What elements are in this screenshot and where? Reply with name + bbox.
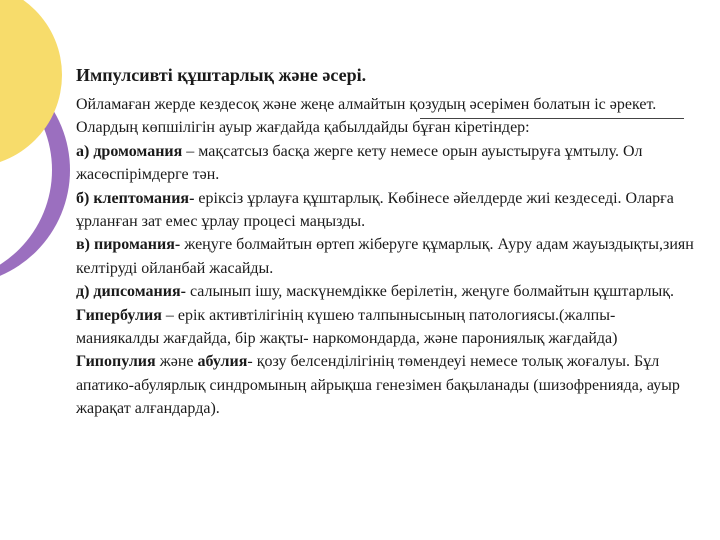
term-label: абулия <box>197 353 248 371</box>
paragraph-text: жеңуге болмайтын өртеп жіберуге құмарлық. Ауру адам жауыздықты,зиян келтіруді ойланбай жасайды. <box>76 236 694 277</box>
paragraph-intro <box>76 93 696 140</box>
paragraph-kleptomania <box>76 187 696 234</box>
paragraph-hyperbulia <box>76 304 696 351</box>
term-label: д) дипсомания- <box>76 283 186 301</box>
term-label: б) клептомания- <box>76 189 195 207</box>
paragraph-text: – мақсатсыз басқа жерге кету немесе орын ауыстыруға ұмтылу. Ол жасөспірімдерге тән. <box>76 142 643 184</box>
paragraph-text: Ойламаған жерде кездесоқ және жеңе алмайтын қозудың әсерімен болатын іс әрекет. Олардың көпшілігін ауыр жағдайда қабылдайды бұған кіретіндер: <box>76 96 657 137</box>
paragraph-text: - қозу белсенділігінің төмендеуі немесе толық жоғалуы. Бұл апатико-абулярлық синдромының айрықша генезімен бақыланады (шизофренияда, ауыр жарақат алғандарда). <box>76 353 680 418</box>
paragraph-text: – ерік активтілігінің күшею талпынысының патологиясы.(жалпы- маниякалды жағдайда, бір жақты- наркомондарда, және парониялық жағдайда) <box>76 306 618 348</box>
term-label: а) дромомания <box>76 142 183 160</box>
term-label: Гипопулия <box>76 353 156 371</box>
paragraph-text: салынып ішу, маскүнемдікке берілетін, жеңуге болмайтын құштарлық. <box>185 283 674 301</box>
slide-title: Импулсивті құштарлық және әсері. <box>76 65 367 85</box>
term-label: Гипербулия <box>76 306 162 324</box>
term-label: в) пиромания- <box>76 236 181 254</box>
paragraph-hypobulia <box>76 350 696 420</box>
paragraph-dipsomania <box>76 280 696 303</box>
slide-content <box>76 64 696 421</box>
paragraph-dromomania <box>76 140 696 187</box>
paragraph-text: еріксіз ұрлауға құштарлық. Көбінесе әйелдерде жиі кездеседі. Оларға ұрланған зат емес ұрлау процесі маңызды. <box>76 189 674 231</box>
paragraph-list <box>76 93 696 421</box>
paragraph-pyromania <box>76 233 696 280</box>
paragraph-text: және <box>155 353 198 371</box>
